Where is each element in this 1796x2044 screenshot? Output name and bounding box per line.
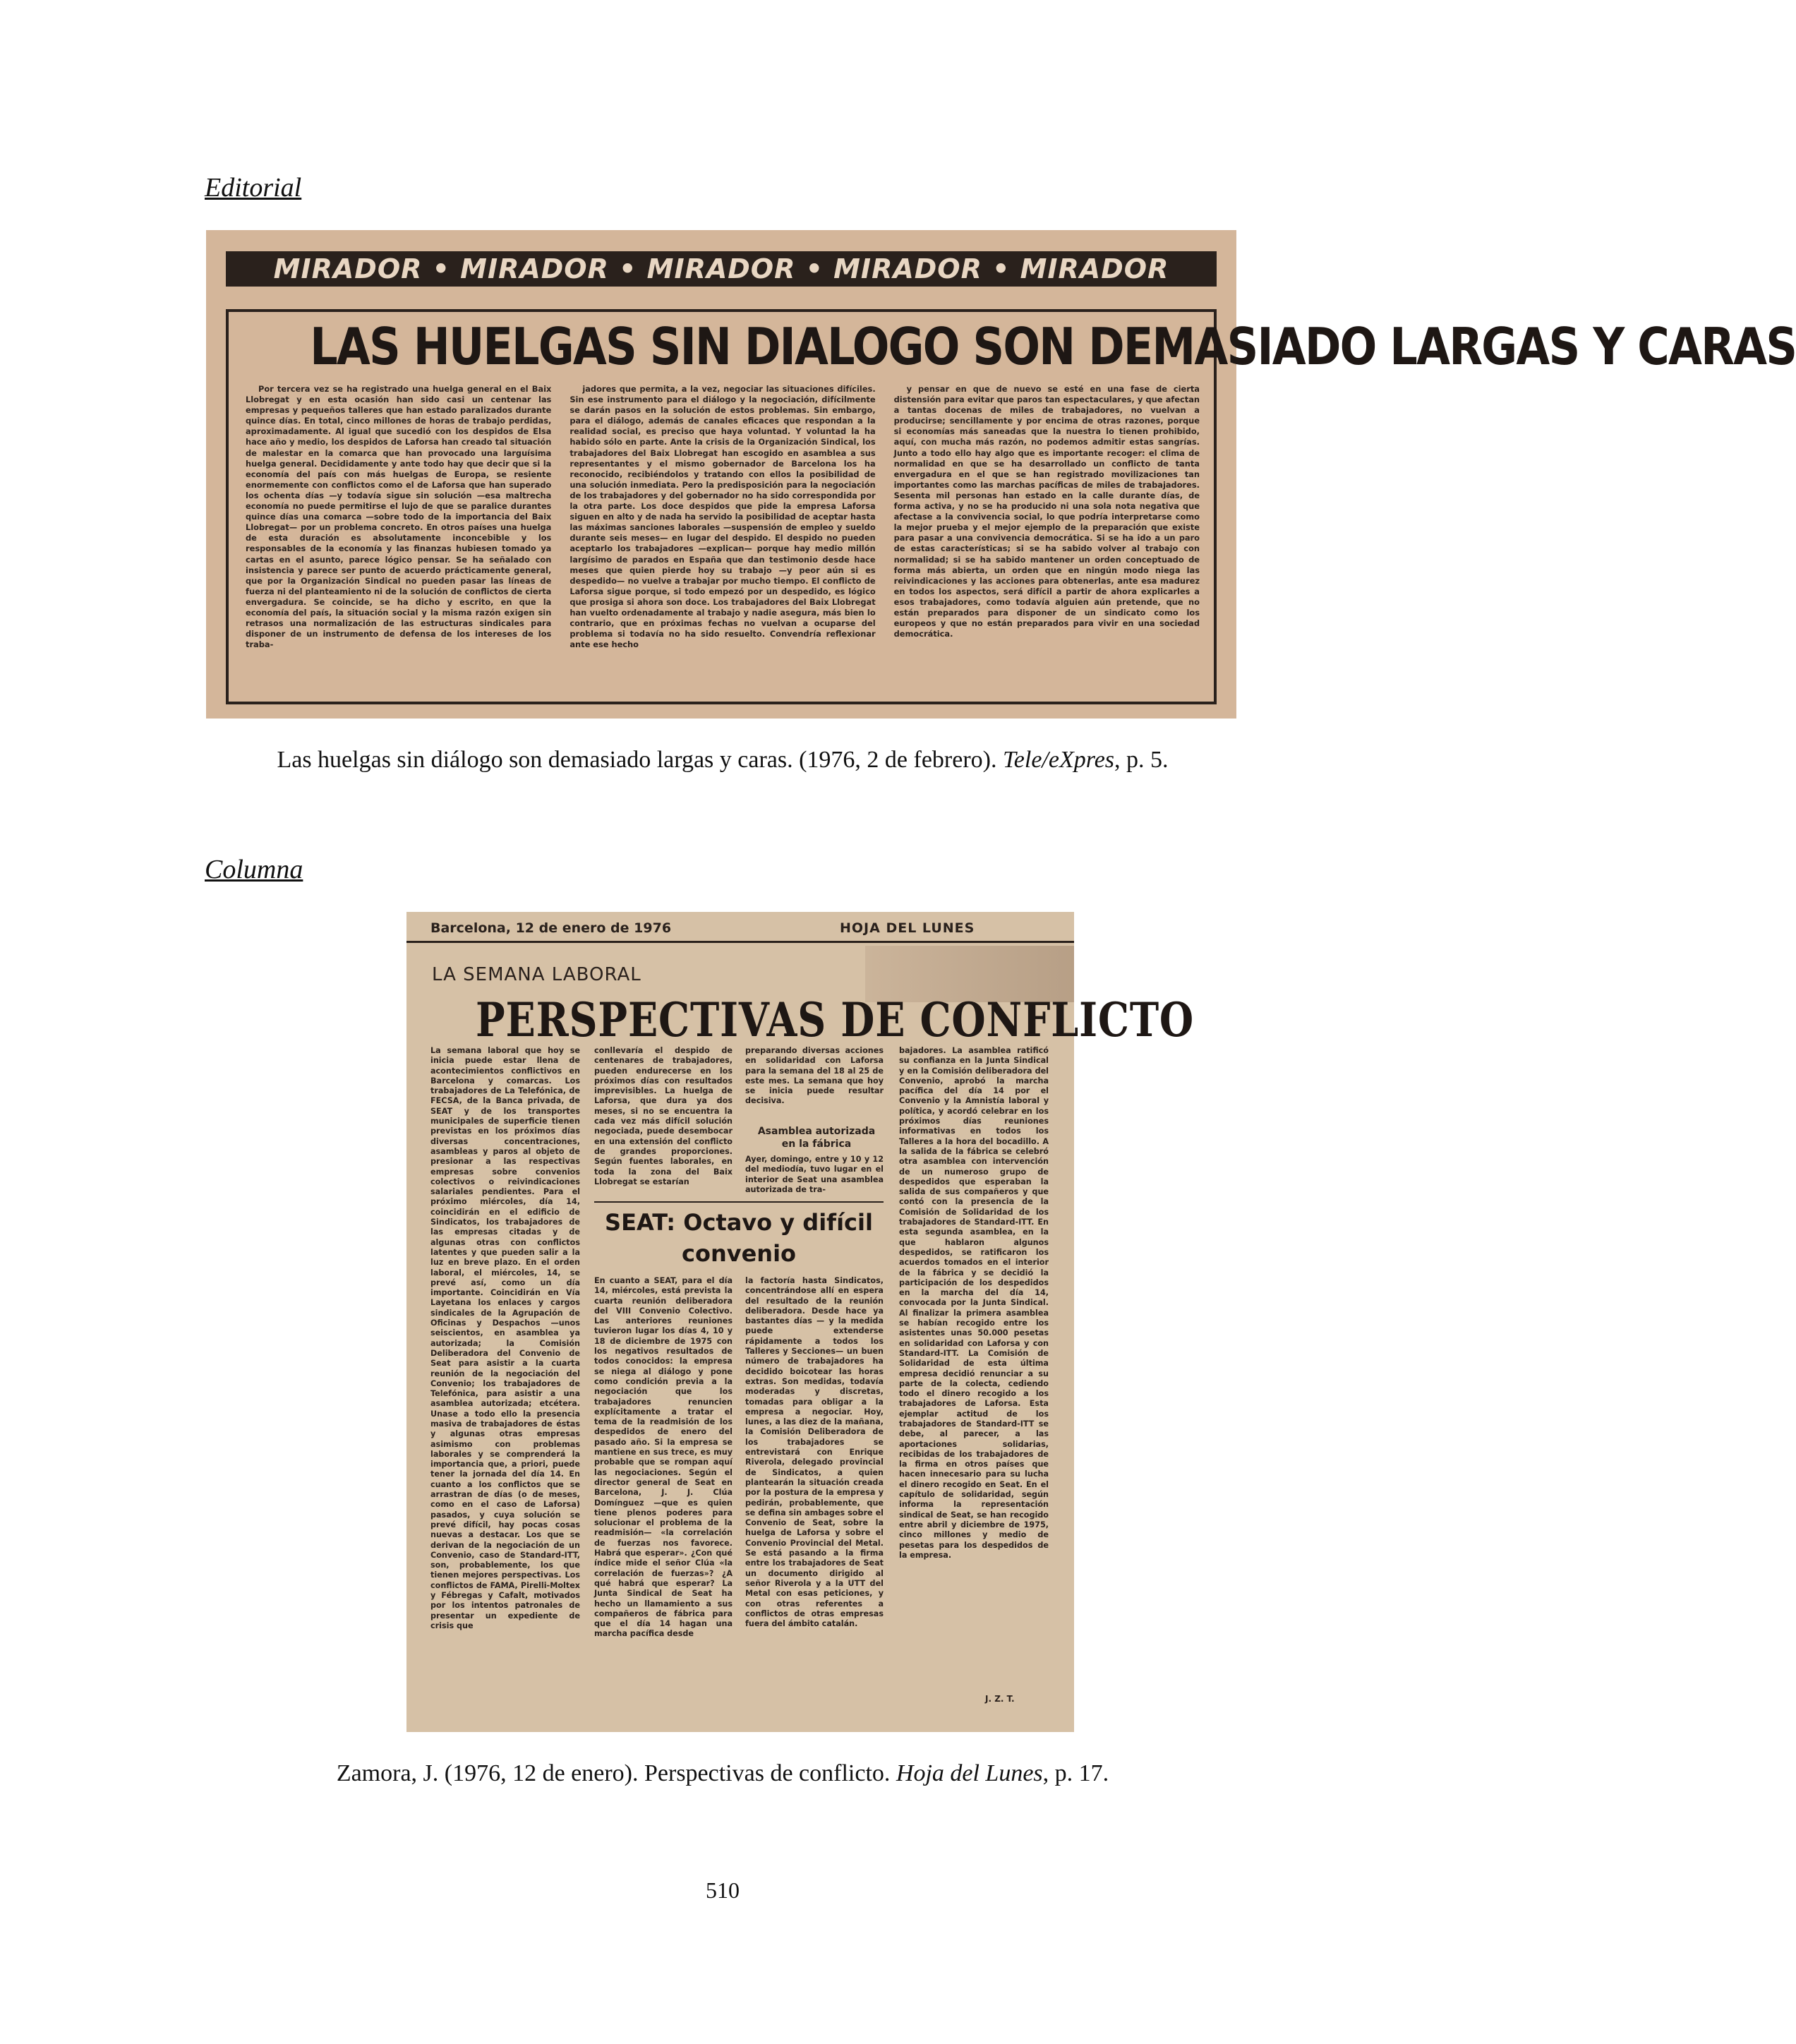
- caption-page: , p. 17.: [1042, 1760, 1109, 1786]
- caption-page: , p. 5.: [1114, 747, 1169, 773]
- section-heading-columna: Columna: [205, 855, 303, 884]
- column-text-3b: Ayer, domingo, entre y 10 y 12 del mediodía, tuvo lugar en el interior de Seat una asamblea autorizada de tra-: [745, 1155, 884, 1194]
- editorial-article-frame: [226, 309, 1796, 704]
- caption-text: Las huelgas sin diálogo son demasiado largas y caras. (1976, 2 de febrero).: [277, 747, 1003, 773]
- editorial-caption: [0, 747, 1445, 774]
- column-clipping: [406, 912, 1195, 1732]
- column-text-1: La semana laboral que hoy se inicia puede estar llena de acontecimientos conflictivos en Barcelona y comarcas. Los trabajadores de La Telefónica, de FECSA, de la Banca privada, de SEAT y de los transportes municipales de superficie tienen previstas en los próximos días diversas concentraciones, asambleas y paros al objeto de presionar a las respectivas empresas sobre convenios colectivos o reivindicaciones salariales pendientes. Para el próximo miércoles, día 14, coincidirán en el edificio de Sindicatos, los trabajadores de las empresas citadas y de algunas otras con conflictos latentes y que pueden salir a la luz en breve plazo. En el orden laboral, el miércoles, 14, se prevé así, como un día importante. Coincidirán en Vía Layetana los enlaces y cargos sindicales de la Agrupación de Oficinas y Despachos —unos seiscientos, en asamblea ya autorizada; la Comisión Deliberadora del Convenio de Seat para asistir a la cuarta reunión de la negociación del Convenio; los trabajadores de Telefónica, para asistir a una asamblea autorizada; etcétera. Unase a todo ello la presencia masiva de trabajadores de éstas y algunas otras empresas asimismo con problemas laborales y se comprenderá la importancia que, a priori, puede tener la jornada del día 14. En cuanto a los conflictos que se arrastran de días (o de meses, como en el caso de Laforsa) pasados, y cuya solución se prevé difícil, hay pocas cosas nuevas a destacar. Los que se derivan de la negociación de un Convenio, caso de Standard-ITT, son, probablemente, los que tienen mejores perspectivas. Los conflictos de FAMA, Pirelli-Moltex y Fébregas y Cafalt, motivados por los intentos patronales de presentar un expediente de crisis que: [430, 1046, 580, 1630]
- banner-word: MIRADOR: [460, 253, 609, 284]
- newspaper-name: HOJA DEL LUNES: [840, 920, 975, 936]
- column-caption: [0, 1760, 1445, 1787]
- editorial-clipping: [206, 230, 1796, 719]
- banner-word: MIRADOR: [646, 253, 796, 284]
- caption-source: Hoja del Lunes: [896, 1760, 1043, 1786]
- column-text-2b: En cuanto a SEAT, para el día 14, miércoles, está prevista la cuarta reunión deliberadora del VIII Convenio Colectivo. Las anteriores reuniones tuvieron lugar los días 4, 10 y 18 de diciembre de 1975 con los negativos resultados de todos conocidos: la empresa se niega al diálogo y pone como condición previa a la negociación que los trabajadores renuncien explícitamente a tratar el tema de la readmisión de los despedidos de enero del pasado año. Si la empresa se mantiene en sus trece, es muy probable que se rompan aquí las negociaciones. Según el director general de Seat en Barcelona, J. J. Clúa Domínguez —que es quien tiene plenos poderes para solucionar el problema de la readmisión— «la correlación de fuerzas nos favorece. Habrá que esperar». ¿Con qué índice mide el señor Clúa «la correlación de fuerzas»? ¿A qué habrá que esperar? La Junta Sindical de Seat ha hecho un llamamiento a sus compañeros de fábrica para que el día 14 hagan una marcha pacífica desde: [594, 1276, 733, 1639]
- editorial-columns: [246, 384, 1200, 695]
- editorial-column-2: jadores que permita, a la vez, negociar las situaciones difíciles. Sin ese instrumento para el diálogo y la negociación, difícilmente se darán pasos en la solución de estos problemas. Sin embargo, para el diálogo, además de canales eficaces que respondan a la realidad social, es preciso que haya voluntad. Y voluntad la ha habido sólo en parte. Ante la crisis de la Organización Sindical, los trabajadores del Baix Llobregat han escogido en asamblea a sus representantes y el mismo gobernador de Barcelona los ha reconocido, recibiéndolos y tratando con ellos la posibilidad de una solución inmediata. Pero la predisposición para la negociación de los trabajadores y del gobernador no ha sido correspondida por la otra parte. Los doce despidos que pide la empresa Laforsa siguen en alto y de nada ha servido la posibilidad de aceptar hasta las máximas sanciones laborales —suspensión de empleo y sueldo durante seis meses— en lugar del despido. El despido no pueden aceptarlo los trabajadores —explican— porque hay medio millón largísimo de parados en España que dan testimonio desde hace meses que quien pierde hoy su trabajo —y peor aún si es despedido— no vuelve a trabajar por mucho tiempo. El conflicto de Laforsa sigue porque, si todo empezó por un despedido, es lógico que prosiga si ahora son doce. Los trabajadores del Baix Llobregat han vuelto ordenadamente al trabajo y nadie asegura, más bien lo contrario, que en próximas fechas no vuelvan a ocuparse del problema si todavía no ha sido resuelto. Convendría reflexionar ante ese hecho: [569, 384, 876, 650]
- banner-word: MIRADOR: [1020, 253, 1169, 284]
- banner-word: MIRADOR: [833, 253, 982, 284]
- editorial-column-1: Por tercera vez se ha registrado una huelga general en el Baix Llobregat y en esta ocasión han sido casi un centenar las empresas y pequeños talleres que han estado paralizados durante quince días. En total, cinco millones de horas de trabajo perdidas, aproximadamente. Al igual que sucedió con los despidos de Elsa hace año y medio, los despidos de Laforsa han creado tal situación de malestar en la comarca que han provocado una larguísima huelga general. Decididamente y ante todo hay que decir que si la economía del país con más huelgas de Europa, se resiente enormemente con conflictos como el de Laforsa que han superado los ochenta días —y todavía sigue sin solución —esa maltrecha economía no puede permitirse el lujo de que se paralice durantes quince días una comarca —sobre todo de la importancia del Baix Llobregat— por un problema concreto. En otros países una huelga de esta duración es absolutamente inconcebible y los responsables de la economía y las finanzas hubiesen tomado ya cartas en el asunto, parece lógico pensar. Se ha señalado con insistencia y parece ser punto de acuerdo prácticamente general, que por la Organización Sindical no pueden pasar las líneas de fuerza ni del planteamiento ni de la solución de conflictos de cierta envergadura. Se coincide, se ha dicho y escrito, en que la economía del país, la situación social y la misma razón exigen sin retrasos una normalización de las estructuras sindicales para disponer de un instrumento de defensa de los intereses de los traba-: [246, 384, 552, 650]
- caption-source: Tele/eXpres: [1003, 747, 1115, 773]
- column-text-4: bajadores. La asamblea ratificó su confianza en la Junta Sindical y en la Comisión deliberadora del Convenio, aprobó la marcha pacífica del día 14 por el Convenio y la Amnistía laboral y política, y acordó celebrar en los próximos días reuniones informativas en todos los Talleres a la hora del bocadillo. A la salida de la fábrica se celebró otra asamblea con intervención de un numeroso grupo de despedidos que esperaban la salida de sus compañeros y que contó con la presencia de la Comisión de Solidaridad de los trabajadores de Standard-ITT. En esta segunda asamblea, en la que hablaron algunos despedidos, se ratificaron los acuerdos tomados en el interior de la fábrica y se decidió la participación de los despedidos en la marcha del día 14, convocada por la Junta Sindical. Al finalizar la primera asamblea se habían recogido entre los asistentes unas 50.000 pesetas en solidaridad con Laforsa y con Standard-ITT. La Comisión de Solidaridad de esta última empresa decidió renunciar a su parte de la colecta, cediendo todo el dinero recogido a los trabajadores de Laforsa. Esta ejemplar actitud de los trabajadores de Standard-ITT se debe, al parecer, a las aportaciones solidarias, recibidas de los trabajadores de la firma en otros países que hacen innecesario para su lucha el dinero recogido en Seat. En el capítulo de solidaridad, según informa la representación sindical de Seat, se han recogido entre abril y diciembre de 1975, cinco millones y medio de pesetas para los despedidos de la empresa.: [899, 1046, 1049, 1560]
- column-text-2: conllevaría el despido de centenares de trabajadores, pueden endurecerse en los próximos días con resultados imprevisibles. La huelga de Laforsa, que dura ya dos meses, si no se encuentra la cada vez más difícil solución negociada, puede desembocar en una extensión del conflicto de grandes proporciones. Según fuentes laborales, en toda la zona del Baix Llobregat se estarían: [594, 1046, 733, 1186]
- column-text-3c: la factoría hasta Sindicatos, concentrándose allí en espera del resultado de la reunión deliberadora. Desde hace ya bastantes días — y la medida puede extenderse rápidamente a todos los Talleres y Secciones— un buen número de trabajadores ha decidido boicotear las horas extras. Son medidas, todavía moderadas y discretas, tomadas para obligar a la empresa a negociar. Hoy, lunes, a las diez de la mañana, la Comisión Deliberadora de los trabajadores se entrevistará con Enrique Riverola, delegado provincial de Sindicatos, a quien plantearán la situación creada por la postura de la empresa y pedirán, probablemente, que se defina sin ambages sobre el Convenio de Seat, sobre la huelga de Laforsa y sobre el Convenio Provincial del Metal. Se está pasando a la firma entre los trabajadores de Seat un documento dirigido al señor Riverola y a la UTT del Metal con esas peticiones, y con otras referentes a conflictos de otras empresas fuera del ámbito catalán.: [745, 1276, 884, 1629]
- caption-text: Zamora, J. (1976, 12 de enero). Perspectivas de conflicto.: [336, 1760, 896, 1786]
- column-subheading: Asamblea autorizada en la fábrica: [757, 1126, 876, 1150]
- editorial-column-3: y pensar en que de nuevo se esté en una fase de cierta distensión para evitar que paros tan espectaculares, y que afectan a tantas docenas de miles de trabajadores, no vuelvan a producirse; sencillamente y por encima de otras razones, porque si economías más saneadas que la nuestra lo tienen prohibido, aquí, con mucha más razón, no podemos admitir estas sangrías. Junto a todo ello hay algo que es importante recoger: el clima de normalidad en que se ha desarrollado un conflicto de tanta envergadura en el que se han registrado movilizaciones tan importantes como las marchas pacíficas de miles de trabajadores. Sesenta mil personas han estado en la calle durante días, de forma activa, y no se ha producido ni una sola nota negativa que afectase a la convivencia social, lo que podría interpretarse como la mejor prueba y el mejor ejemplo de la preparación que existe para pasar a una convivencia democrática. Si se ha ido a un paro de estas características; si se ha sabido volver al trabajo con normalidad; si se ha sabido mantener un orden conceptuado de forma más abierta, un orden que en ningún modo niega las reivindicaciones y las acciones para obtenerlas, ante esa madurez en todos los aspectos, será difícil a partir de ahora explicarles a esos trabajadores, como todavía alguien aún pretende, que no están preparados para disponer de un sindicato como los europeos y que no están preparados para vivir en una sociedad democrática.: [893, 384, 1200, 639]
- seat-headline: SEAT: Octavo y difícil convenio: [594, 1201, 884, 1269]
- newspaper-header: [406, 912, 1074, 943]
- section-heading-editorial: Editorial: [205, 173, 302, 203]
- dateline: Barcelona, 12 de enero de 1976: [430, 920, 672, 936]
- column-headline: PERSPECTIVAS DE CONFLICTO: [476, 992, 1195, 1047]
- author-initials: J. Z. T.: [985, 1694, 1015, 1704]
- page-number: 510: [706, 1877, 740, 1903]
- banner-word: MIRADOR: [273, 253, 423, 284]
- mirador-banner: MIRADOR • MIRADOR • MIRADOR • MIRADOR • MIRADOR: [226, 251, 1217, 287]
- editorial-headline: LAS HUELGAS SIN DIALOGO SON DEMASIADO LARGAS Y CARAS: [310, 317, 1796, 376]
- column-text-3: preparando diversas acciones en solidaridad con Laforsa para la semana del 18 al 25 de este mes. La semana que hoy se inicia puede resultar decisiva.: [745, 1046, 884, 1106]
- column-kicker: LA SEMANA LABORAL: [432, 964, 641, 985]
